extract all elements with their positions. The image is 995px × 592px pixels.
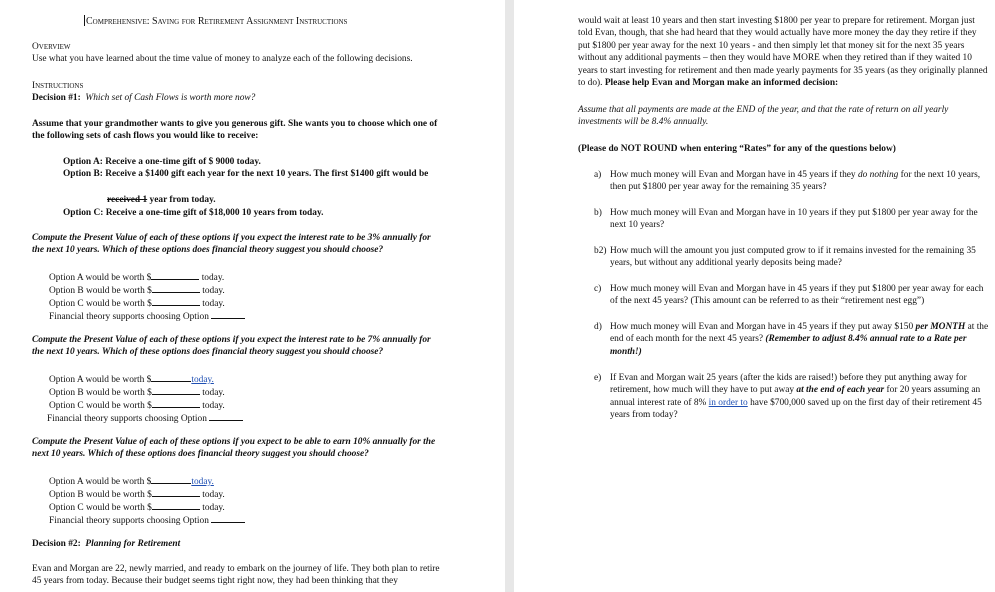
question-label: a) <box>594 170 602 180</box>
assume-text: Assume that all payments are made at the END of the year, and that the rate of return on all yearly investments will be 8.4% annually. <box>578 105 949 128</box>
block3-c-blank[interactable] <box>152 500 200 510</box>
block1-option-a-line: Option A would be worth $ today. <box>49 270 224 284</box>
option-b-continuation <box>107 194 216 206</box>
option-c: Option C: Receive a one-time gift of $18,000 10 years from today. <box>63 208 324 218</box>
option-b-strikethrough: received 1 <box>107 195 148 205</box>
decision2-text: Evan and Morgan are 22, newly married, and ready to embark on the journey of life. They both plan to retire 45 years from today. Because their budget seems tight right now, they had been thinking that they <box>32 564 440 587</box>
question-label: c) <box>594 284 602 294</box>
round-note: (Please do NOT ROUND when entering “Rates” for any of the questions below) <box>578 144 896 154</box>
block3-option-b-line: Option B would be worth $ today. <box>49 487 225 501</box>
decision1-label: Decision #1: <box>32 93 81 103</box>
block2-a-blank[interactable] <box>151 372 191 382</box>
decision1-question: Which set of Cash Flows is worth more now? <box>85 93 256 103</box>
question-label: e) <box>594 373 602 383</box>
question-b2: b2) How much will the amount you just computed grow to if it remains invested for the remaining 35 years, but without any additional yearly deposits being made? <box>594 246 976 269</box>
option-b-cont-rest: year from today. <box>147 195 216 205</box>
block1-prompt: Compute the Present Value of each of these options if you expect the interest rate to be 3% annually for the next 10 years. Which of these options does financial theory suggest you should choose? <box>32 233 431 256</box>
block1-theory-line: Financial theory supports choosing Option <box>49 309 245 323</box>
block3-option-c-line: Option C would be worth $ today. <box>49 500 225 514</box>
block1-b-blank[interactable] <box>152 283 200 293</box>
block2-option-a-line: Option A would be worth $ today. <box>49 372 214 386</box>
block3-today-link[interactable]: today. <box>191 477 214 487</box>
in-order-to-link[interactable]: in order to <box>708 397 748 408</box>
question-label: d) <box>594 322 602 332</box>
document-page-right <box>514 0 995 592</box>
block2-prompt: Compute the Present Value of each of these options if you expect the interest rate to be 7% annually for the next 10 years. Which of these options does financial theory suggest you should choose? <box>32 335 431 358</box>
block2-option-c-line: Option C would be worth $ today. <box>49 398 225 412</box>
block2-theory-blank[interactable] <box>209 411 243 421</box>
decision2-label: Decision #2: <box>32 539 81 549</box>
question-label: b) <box>594 208 602 218</box>
question-b: b) How much money will Evan and Morgan have in 10 years if they put $1800 per year away for the next 10 years? <box>594 208 978 231</box>
question-label: b2) <box>594 246 607 256</box>
question-d: d) How much money will Evan and Morgan have in 45 years if they put away $150 per MONTH at the end of each month for the next 45 years? (Remember to adjust 8.4% annual rate to a Rate per month!) <box>594 322 989 357</box>
decision2-heading <box>32 538 180 550</box>
decision2-title: Planning for Retirement <box>85 539 181 549</box>
block3-prompt: Compute the Present Value of each of these options if you expect to be able to earn 10% annually for the next 10 years. Which of these options does financial theory suggest you should choose? <box>32 437 436 460</box>
question-e: e) If Evan and Morgan wait 25 years (after the kids are raised!) before they put anything away for retirement, how much will they have to put away at the end of each year for 20 years assuming an annual interest rate of 8% in order to have $700,000 saved up on the first day of their retirement 45 years from today? <box>594 373 982 421</box>
instructions-heading: Instructions <box>32 81 84 91</box>
option-b: Option B: Receive a $1400 gift each year for the next 10 years. The first $1400 gift would be <box>63 169 429 179</box>
block2-theory-line: Financial theory supports choosing Option <box>47 411 243 425</box>
option-a: Option A: Receive a one-time gift of $ 9000 today. <box>63 157 261 167</box>
block1-a-blank[interactable] <box>151 270 199 280</box>
document-title: Comprehensive: Saving for Retirement Assignment Instructions <box>86 16 348 27</box>
text-cursor <box>84 15 85 26</box>
block2-today-link[interactable]: today. <box>191 375 214 385</box>
scenario-text: Assume that your grandmother wants to give you generous gift. She wants you to choose which one of the following sets of cash flows you would like to receive: <box>32 119 438 142</box>
block2-c-blank[interactable] <box>152 398 200 408</box>
help-text: Please help Evan and Morgan make an informed decision: <box>604 78 839 89</box>
block3-option-a-line: Option A would be worth $ today. <box>49 474 214 488</box>
block3-theory-blank[interactable] <box>211 513 245 523</box>
block1-option-b-line: Option B would be worth $ today. <box>49 283 225 297</box>
block3-a-blank[interactable] <box>151 474 191 484</box>
block2-option-b-line: Option B would be worth $ today. <box>49 385 225 399</box>
block1-theory-blank[interactable] <box>211 309 245 319</box>
overview-text: Use what you have learned about the time value of money to analyze each of the following decisions. <box>32 54 413 64</box>
question-a: a) How much money will Evan and Morgan have in 45 years if they do nothing for the next 10 years, then put $1800 per year away for the remaining 35 years? <box>594 170 981 193</box>
block3-b-blank[interactable] <box>152 487 200 497</box>
block2-b-blank[interactable] <box>152 385 200 395</box>
question-c: c) How much money will Evan and Morgan have in 45 years if they put $1800 per year away for each of the next 45 years? (This amount can be referred to as their “retirement nest egg”) <box>594 284 984 307</box>
block1-option-c-line: Option C would be worth $ today. <box>49 296 225 310</box>
continued-text: would wait at least 10 years and then start investing $1800 per year to prepare for retirement. Morgan just told Evan, though, that she had heard that they would actually have more money the day they retire if they put $1800 per year away for the next 10 years - and then simply let that money sit for the next 35 years without any additional payments – then they would have MORE when they retired than if they waited 10 years to start investing for retirement and then made yearly payments for 35 years (as they originally planned to do). Please help Evan and Morgan make an informed decision: <box>578 16 988 89</box>
decision1-heading <box>32 92 255 104</box>
block1-c-blank[interactable] <box>152 296 200 306</box>
block3-theory-line: Financial theory supports choosing Option <box>49 513 245 527</box>
overview-heading: Overview <box>32 42 71 52</box>
